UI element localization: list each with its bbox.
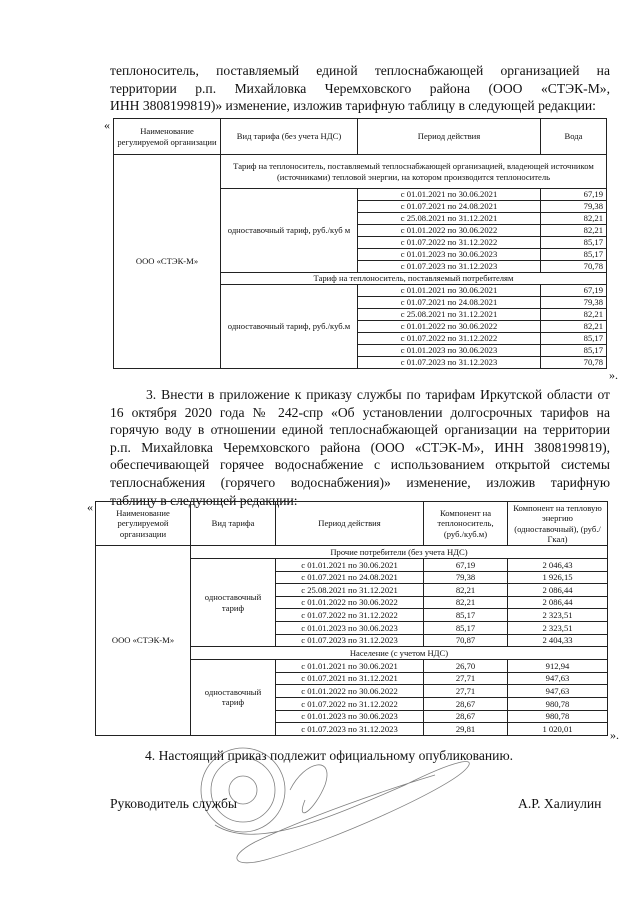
heat-value-cell: 980,78 [508, 697, 608, 710]
org-name-cell: ООО «СТЭК-М» [114, 155, 221, 369]
open-quote: « [104, 118, 110, 132]
coolant-value-cell: 27,71 [424, 672, 508, 685]
heat-value-cell: 1 020,01 [508, 723, 608, 736]
section-header: Прочие потребители (без учета НДС) [191, 546, 608, 559]
coolant-value-cell: 85,17 [424, 609, 508, 622]
period-cell: с 01.07.2022 по 31.12.2022 [276, 697, 424, 710]
heat-value-cell: 912,94 [508, 660, 608, 673]
period-cell: с 01.01.2023 по 30.06.2023 [276, 621, 424, 634]
close-quote: ». [610, 728, 619, 742]
coolant-value-cell: 85,17 [424, 621, 508, 634]
heat-value-cell: 980,78 [508, 710, 608, 723]
coolant-value-cell: 70,87 [424, 634, 508, 647]
text-line: ИНН 3808199819)» изменение, изложив тарифную таблицу в следующей редакции: [110, 98, 596, 114]
tariff-table-hot-water [95, 501, 608, 736]
value-cell: 82,21 [541, 309, 607, 321]
value-cell: 85,17 [541, 249, 607, 261]
header-water: Вода [541, 119, 607, 155]
period-cell: с 01.01.2021 по 30.06.2021 [276, 660, 424, 673]
period-cell: с 01.01.2021 по 30.06.2021 [358, 189, 541, 201]
period-cell: с 01.01.2023 по 30.06.2023 [358, 345, 541, 357]
coolant-value-cell: 82,21 [424, 596, 508, 609]
tariff-type-cell: одноставочный тариф, руб./куб м [221, 189, 358, 273]
value-cell: 85,17 [541, 345, 607, 357]
text-line: территории р.п. Михайловка Черемховского района (ООО «СТЭК-М», [110, 80, 610, 96]
coolant-value-cell: 26,70 [424, 660, 508, 673]
period-cell: с 01.07.2021 по 24.08.2021 [276, 571, 424, 584]
tariff-type-cell: одноставочный тариф [191, 660, 276, 736]
period-cell: с 01.01.2022 по 30.06.2022 [358, 321, 541, 333]
text-line: р.п. Михайловка Черемховского района (ООО «СТЭК-М», ИНН 3808199819), [110, 439, 610, 455]
section-header: Население (с учетом НДС) [191, 647, 608, 660]
period-cell: с 25.08.2021 по 31.12.2021 [358, 309, 541, 321]
value-cell: 67,19 [541, 285, 607, 297]
heat-value-cell: 947,63 [508, 685, 608, 698]
period-cell: с 01.07.2022 по 31.12.2022 [358, 237, 541, 249]
period-cell: с 01.01.2021 по 30.06.2021 [358, 285, 541, 297]
value-cell: 82,21 [541, 225, 607, 237]
period-cell: с 01.07.2023 по 31.12.2023 [358, 261, 541, 273]
heat-value-cell: 1 926,15 [508, 571, 608, 584]
section-header: Тариф на теплоноситель, поставляемый теплоснабжающей организацией, владеющей источником (источниками) тепловой энергии, на котором производится теплоноситель [221, 155, 607, 189]
coolant-value-cell: 27,71 [424, 685, 508, 698]
period-cell: с 01.01.2022 по 30.06.2022 [358, 225, 541, 237]
period-cell: с 01.07.2021 по 24.08.2021 [358, 201, 541, 213]
value-cell: 70,78 [541, 261, 607, 273]
period-cell: с 01.07.2021 по 24.08.2021 [358, 297, 541, 309]
header-org: Наименование регулируемой организации [96, 502, 191, 546]
signature-role: Руководитель службы [110, 796, 238, 811]
table-header-row [114, 119, 607, 155]
header-component-coolant: Компонент на теплоноситель, (руб./куб.м) [424, 502, 508, 546]
period-cell: с 01.07.2022 по 31.12.2022 [276, 609, 424, 622]
close-quote: ». [609, 368, 618, 382]
header-period: Период действия [276, 502, 424, 546]
text-line: таблицу в следующей редакции: [110, 492, 298, 508]
section-header: Тариф на теплоноситель, поставляемый потребителям [221, 273, 607, 285]
tariff-type-cell: одноставочный тариф [191, 559, 276, 647]
period-cell: с 25.08.2021 по 31.12.2021 [276, 584, 424, 597]
tariff-type-cell: одноставочный тариф, руб./куб.м [221, 285, 358, 369]
text-line: теплоснабжения (горячего водоснабжения)» изменение, изложив тарифную [110, 474, 610, 490]
header-type: Вид тарифа [191, 502, 276, 546]
value-cell: 85,17 [541, 237, 607, 249]
heat-value-cell: 2 086,44 [508, 584, 608, 597]
value-cell: 70,78 [541, 357, 607, 369]
coolant-value-cell: 29,81 [424, 723, 508, 736]
heat-value-cell: 2 323,51 [508, 609, 608, 622]
period-cell: с 01.01.2023 по 30.06.2023 [276, 710, 424, 723]
value-cell: 79,38 [541, 201, 607, 213]
period-cell: с 01.07.2021 по 31.12.2021 [276, 672, 424, 685]
text-line: горячую воду в отношении единой теплоснабжающей организации на территории [110, 422, 610, 438]
coolant-value-cell: 28,67 [424, 710, 508, 723]
value-cell: 82,21 [541, 321, 607, 333]
period-cell: с 01.01.2022 по 30.06.2022 [276, 596, 424, 609]
period-cell: с 01.07.2023 по 31.12.2023 [276, 723, 424, 736]
coolant-value-cell: 82,21 [424, 584, 508, 597]
value-cell: 67,19 [541, 189, 607, 201]
period-cell: с 01.07.2023 по 31.12.2023 [358, 357, 541, 369]
coolant-value-cell: 79,38 [424, 571, 508, 584]
heat-value-cell: 2 323,51 [508, 621, 608, 634]
period-cell: с 01.07.2023 по 31.12.2023 [276, 634, 424, 647]
paragraph-item-4: 4. Настоящий приказ подлежит официальному опубликованию. [145, 748, 513, 763]
heat-value-cell: 2 046,43 [508, 559, 608, 572]
header-period: Период действия [358, 119, 541, 155]
text-line: 3. Внести в приложение к приказу службы по тарифам Иркутской области от [146, 387, 610, 402]
text-line: 16 октября 2020 года № 242-спр «Об установлении долгосрочных тарифов на [110, 404, 610, 420]
open-quote: « [87, 500, 93, 514]
paragraph-intro [110, 62, 610, 115]
period-cell: с 01.07.2022 по 31.12.2022 [358, 333, 541, 345]
header-org: Наименование регулируемой организации [114, 119, 221, 155]
tariff-table-water [113, 118, 607, 369]
signature-stamp [195, 730, 495, 880]
value-cell: 79,38 [541, 297, 607, 309]
value-cell: 85,17 [541, 333, 607, 345]
header-component-heat: Компонент на тепловую энергию (одноставочный), (руб./Гкал) [508, 502, 608, 546]
text-line: теплоноситель, поставляемый единой теплоснабжающей организацией на [110, 63, 610, 78]
heat-value-cell: 947,63 [508, 672, 608, 685]
period-cell: с 01.01.2021 по 30.06.2021 [276, 559, 424, 572]
period-cell: с 01.01.2022 по 30.06.2022 [276, 685, 424, 698]
period-cell: с 25.08.2021 по 31.12.2021 [358, 213, 541, 225]
coolant-value-cell: 28,67 [424, 697, 508, 710]
text-line: обеспечивающей горячее водоснабжение с использованием открытой системы [110, 457, 610, 473]
heat-value-cell: 2 404,33 [508, 634, 608, 647]
org-name-cell: ООО «СТЭК-М» [96, 546, 191, 736]
paragraph-item-3 [110, 386, 610, 509]
coolant-value-cell: 67,19 [424, 559, 508, 572]
table-header-row [96, 502, 608, 546]
signature-name: А.Р. Халиулин [518, 796, 602, 811]
period-cell: с 01.01.2023 по 30.06.2023 [358, 249, 541, 261]
header-type: Вид тарифа (без учета НДС) [221, 119, 358, 155]
heat-value-cell: 2 086,44 [508, 596, 608, 609]
value-cell: 82,21 [541, 213, 607, 225]
